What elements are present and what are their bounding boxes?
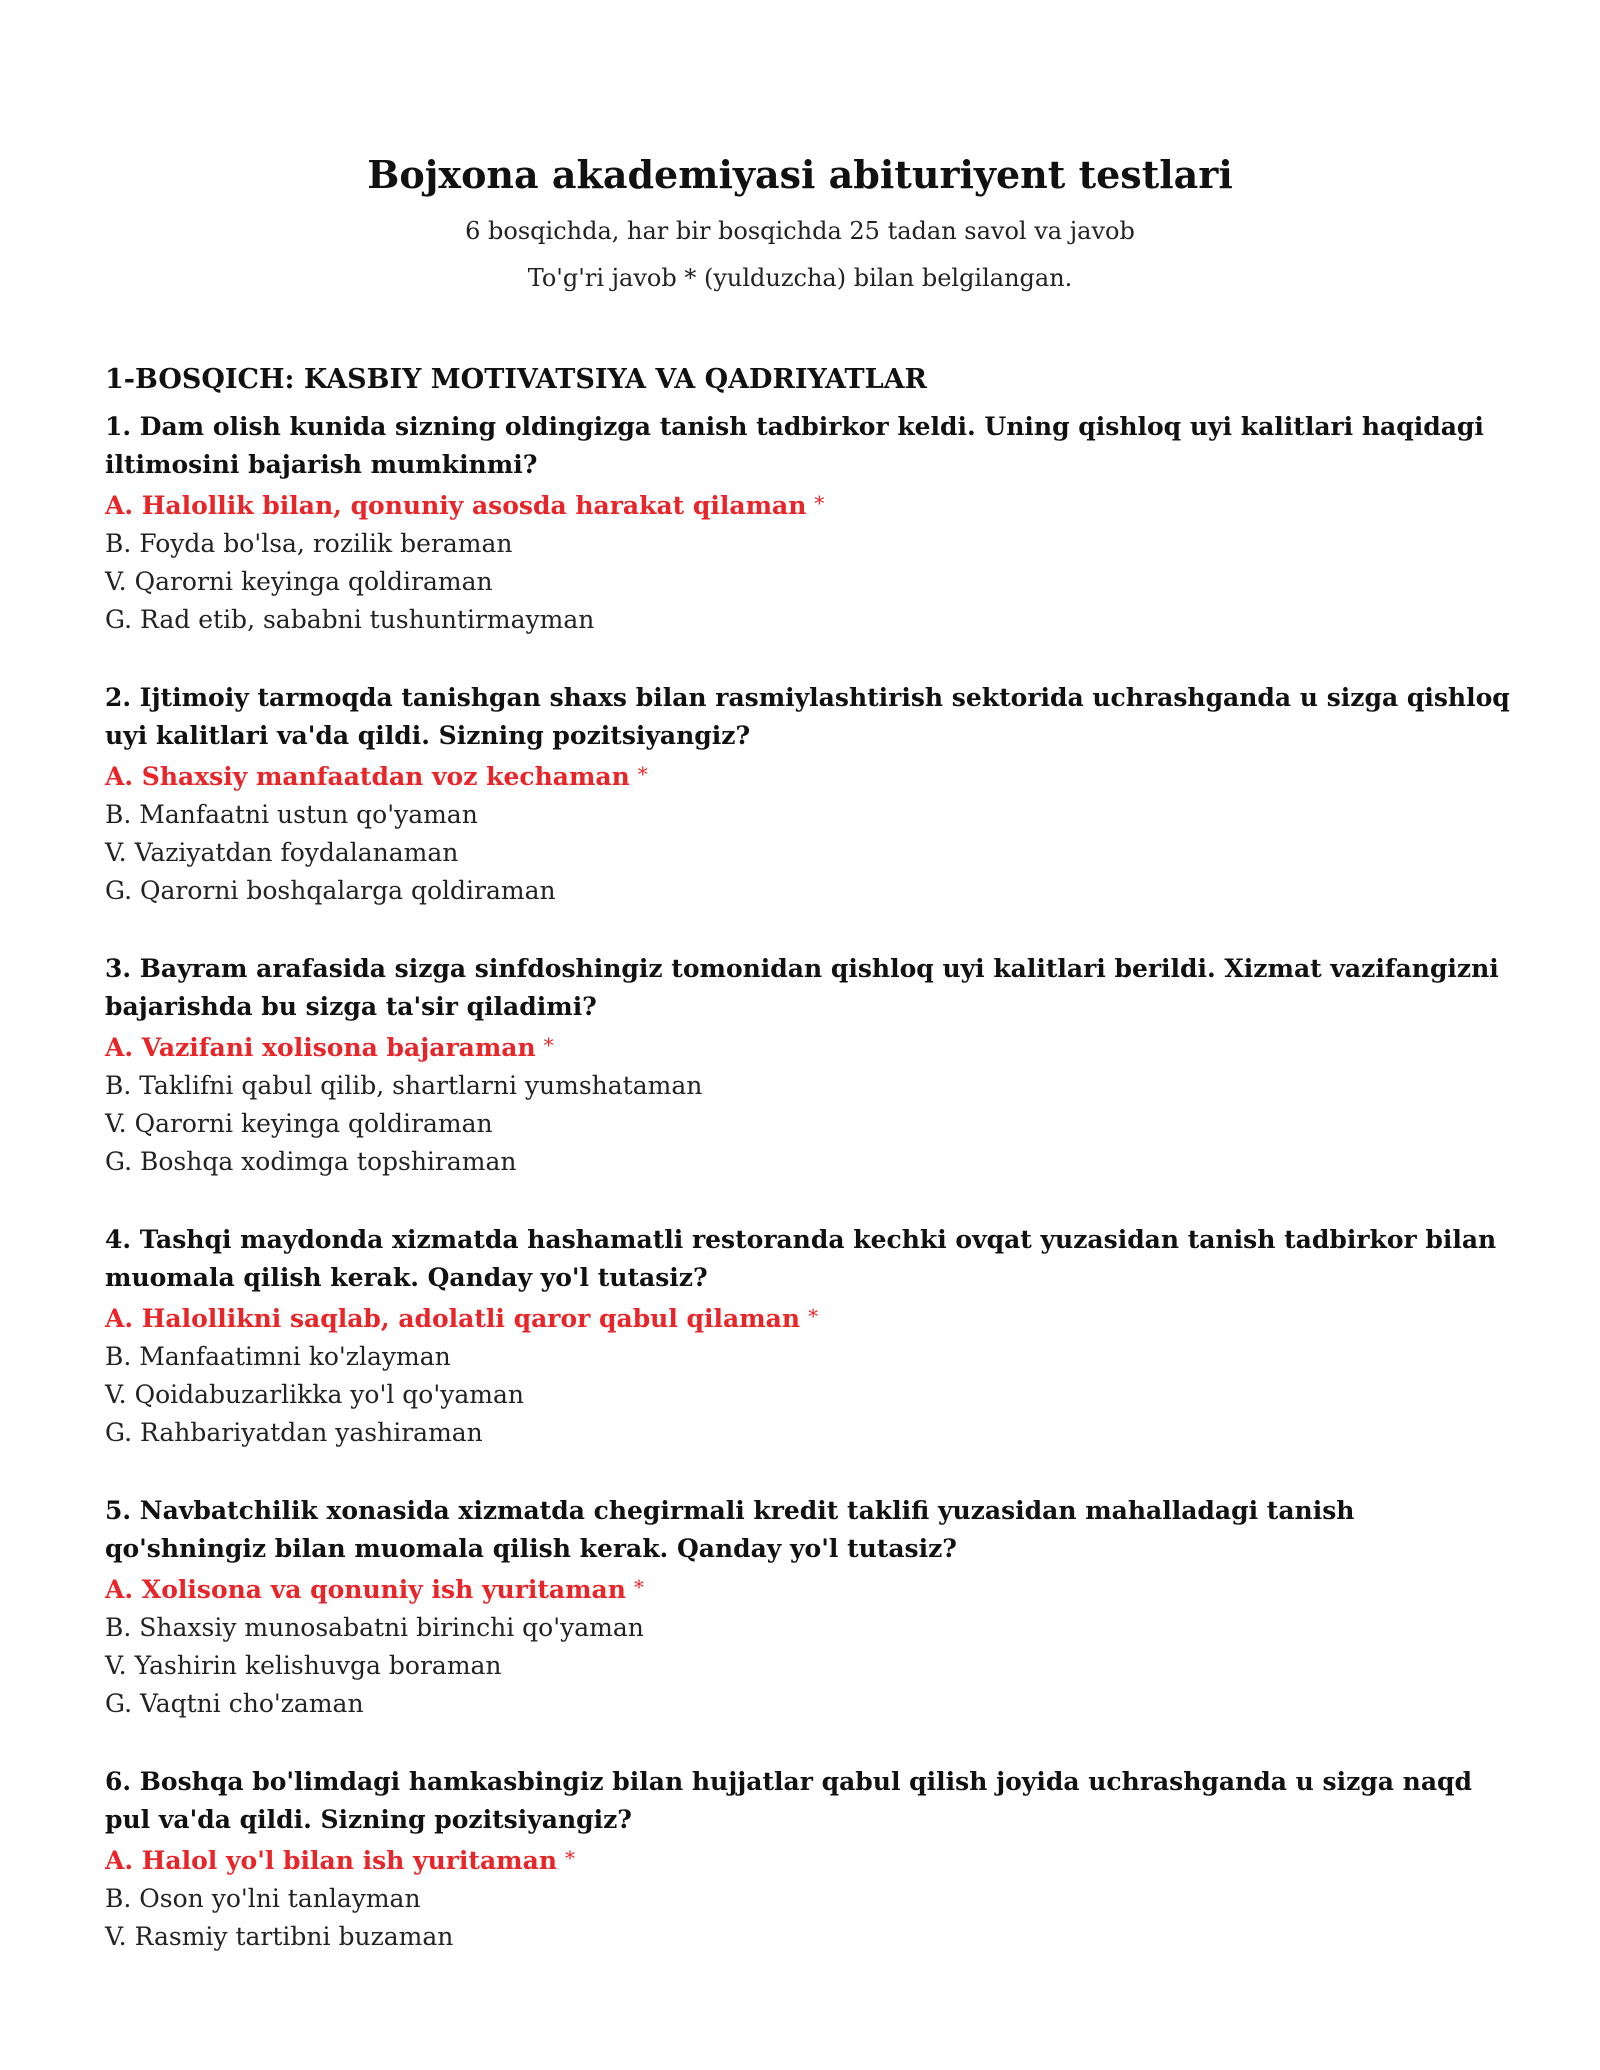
question-text: 6. Boshqa bo'limdagi hamkasbingiz bilan hujjatlar qabul qilish joyida uchrashganda u sizga naqd pul va'da qildi. Sizning pozitsiyangiz? xyxy=(105,1767,1473,1834)
answer-option: V. Rasmiy tartibni buzaman xyxy=(105,1922,454,1951)
answer-option: V. Yashirin kelishuvga boraman xyxy=(105,1651,502,1680)
option-label: A. Xolisona va qonuniy ish yuritaman xyxy=(105,1575,626,1604)
answer-option: G. Boshqa xodimga topshiraman xyxy=(105,1147,517,1176)
answer-option: B. Taklifni qabul qilib, shartlarni yumshataman xyxy=(105,1071,703,1100)
answer-option: G. Qarorni boshqalarga qoldiraman xyxy=(105,876,556,905)
question-text: 5. Navbatchilik xonasida xizmatda chegirmali kredit taklifi yuzasidan mahalladagi tanish qo'shningiz bilan muomala qilish kerak. Qanday yo'l tutasiz? xyxy=(105,1496,1355,1563)
correct-option xyxy=(105,1568,1515,1609)
correct-option xyxy=(105,1026,1515,1067)
question-4 xyxy=(105,1221,1515,1452)
question-3 xyxy=(105,950,1515,1181)
answer-option: B. Manfaatimni ko'zlayman xyxy=(105,1342,451,1371)
answer-option: V. Vaziyatdan foydalanaman xyxy=(105,838,459,867)
answer-option: V. Qoidabuzarlikka yo'l qo'yaman xyxy=(105,1380,524,1409)
answer-option: B. Foyda bo'lsa, rozilik beraman xyxy=(105,529,513,558)
question-text: 4. Tashqi maydonda xizmatda hashamatli restoranda kechki ovqat yuzasidan tanish tadbirkor bilan muomala qilish kerak. Qanday yo'l tutasiz? xyxy=(105,1225,1497,1292)
answer-option: B. Shaxsiy munosabatni birinchi qo'yaman xyxy=(105,1613,644,1642)
document-content xyxy=(105,362,1515,1996)
correct-option xyxy=(105,484,1515,525)
correct-answer-star: * xyxy=(565,1846,576,1870)
correct-option xyxy=(105,1297,1515,1338)
answer-option: G. Rad etib, sababni tushuntirmayman xyxy=(105,605,595,634)
document-title: Bojxona akademiyasi abituriyent testlari xyxy=(367,152,1233,197)
question-2 xyxy=(105,679,1515,910)
document-header xyxy=(0,150,1600,295)
option-label: A. Vazifani xolisona bajaraman xyxy=(105,1033,536,1062)
correct-option xyxy=(105,1839,1515,1880)
answer-option: G. Rahbariyatdan yashiraman xyxy=(105,1418,483,1447)
answer-key-note: To'g'ri javob * (yulduzcha) bilan belgilangan. xyxy=(527,264,1073,292)
option-label: A. Halollik bilan, qonuniy asosda harakat qilaman xyxy=(105,491,807,520)
question-text: 1. Dam olish kunida sizning oldingizga tanish tadbirkor keldi. Uning qishloq uyi kalitlari haqidagi iltimosini bajarish mumkinmi? xyxy=(105,412,1484,479)
question-6 xyxy=(105,1763,1515,1956)
correct-answer-star: * xyxy=(808,1304,819,1328)
correct-answer-star: * xyxy=(637,762,648,786)
section-title: 1-BOSQICH: KASBIY MOTIVATSIYA VA QADRIYATLAR xyxy=(105,364,927,395)
answer-option: G. Vaqtni cho'zaman xyxy=(105,1689,364,1718)
answer-option: B. Oson yo'lni tanlayman xyxy=(105,1884,421,1913)
correct-option xyxy=(105,755,1515,796)
question-text: 3. Bayram arafasida sizga sinfdoshingiz tomonidan qishloq uyi kalitlari berildi. Xizmat vazifangizni bajarishda bu sizga ta'sir qiladimi? xyxy=(105,954,1499,1021)
answer-option: V. Qarorni keyinga qoldiraman xyxy=(105,1109,493,1138)
answer-option: B. Manfaatni ustun qo'yaman xyxy=(105,800,478,829)
option-label: A. Halollikni saqlab, adolatli qaror qabul qilaman xyxy=(105,1304,801,1333)
option-label: A. Halol yo'l bilan ish yuritaman xyxy=(105,1846,558,1875)
question-1 xyxy=(105,408,1515,639)
question-text: 2. Ijtimoiy tarmoqda tanishgan shaxs bilan rasmiylashtirish sektorida uchrashganda u sizga qishloq uyi kalitlari va'da qildi. Sizning pozitsiyangiz? xyxy=(105,683,1510,750)
document-subtitle: 6 bosqichda, har bir bosqichda 25 tadan savol va javob xyxy=(465,217,1135,245)
correct-answer-star: * xyxy=(814,491,825,515)
correct-answer-star: * xyxy=(633,1575,644,1599)
correct-answer-star: * xyxy=(543,1033,554,1057)
answer-option: V. Qarorni keyinga qoldiraman xyxy=(105,567,493,596)
question-5 xyxy=(105,1492,1515,1723)
option-label: A. Shaxsiy manfaatdan voz kechaman xyxy=(105,762,630,791)
